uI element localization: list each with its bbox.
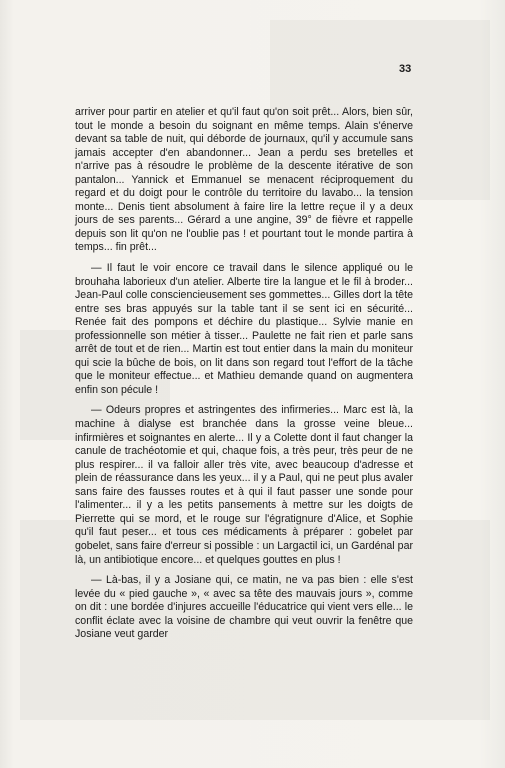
paragraph: — Là-bas, il y a Josiane qui, ce matin, ne va pas bien : elle s'est levée du « pied gauche », « avec sa tête des mauvais jours », comme on dit : une bordée d'injures accueille l'éducatrice qui vient vers elle... le conflit éclate avec la voisine de chambre qui veut ouvrir la fenêtre que Josiane veut garder xyxy=(75,574,413,641)
paragraph: arriver pour partir en atelier et qu'il faut qu'on soit prêt... Alors, bien sûr, tout le monde a besoin du soignant en même temps. Alain s'énerve devant sa table de nuit, qui déborde de journaux, qu'il y accumule sans jamais accepter d'en abandonner... Jean a perdu ses bretelles et n'arrive pas à résoudre le problème de la descente itérative de son pantalon... Yannick et Emmanuel se menacent réciproquement du regard et du doigt pour le contrôle du territoire du lavabo... la tension monte... Denis tient absolument à faire lire la lettre reçue il y a deux jours de ses parents... Gérard a une angine, 39° de fièvre et rappelle depuis son lit qu'on ne l'oublie pas ! et pourtant tout le monde partira à temps... fin prêt... xyxy=(75,106,413,254)
paragraph: — Il faut le voir encore ce travail dans le silence appliqué ou le brouhaha laborieux d'un atelier. Alberte tire la langue et le fil à broder... Jean-Paul colle consciencieusement ses gommettes... Gilles dort la tête entre ses bras appuyés sur la table tant il se sent ici en sécurité... Renée fait des pompons et déchire du plastique... Sylvie manie en professionnelle son métier à tisser... Paulette ne fait rien et parle sans arrêt de tout et de rien... Martin est tout entier dans la main du moniteur qui scie la bûche de bois, on lit dans son regard tout l'effort de la tâche que le moniteur effectue... et Mathieu demande quand on augmentera enfin son pécule ! xyxy=(75,262,413,396)
body-text xyxy=(75,106,413,649)
page-number: 33 xyxy=(399,63,412,75)
paragraph: — Odeurs propres et astringentes des infirmeries... Marc est là, la machine à dialyse est branchée dans la grosse veine bleue... infirmières et soignantes en alerte... Il y a Colette dont il faut changer la canule de trachéotomie et qui, chaque fois, a très peur, très peur de ne plus respirer... il va falloir aller très vite, avec beaucoup d'adresse et plein de réassurance dans les yeux... il y a Paul, qui ne peut plus avaler sans faire des fausses routes et à qui il faut passer une sonde pour l'alimenter... il y a les petits pansements à mettre sur les doigts de Pierrette qui se mord, et le rouge sur l'égratignure d'Alice, et Sophie qu'il faut peser... et tous ces médicaments à préparer : gobelet par gobelet, sans faire d'erreur si possible : un Largactil ici, un Gardénal par là, un antibiotique encore... et quelques gouttes en plus ! xyxy=(75,404,413,566)
